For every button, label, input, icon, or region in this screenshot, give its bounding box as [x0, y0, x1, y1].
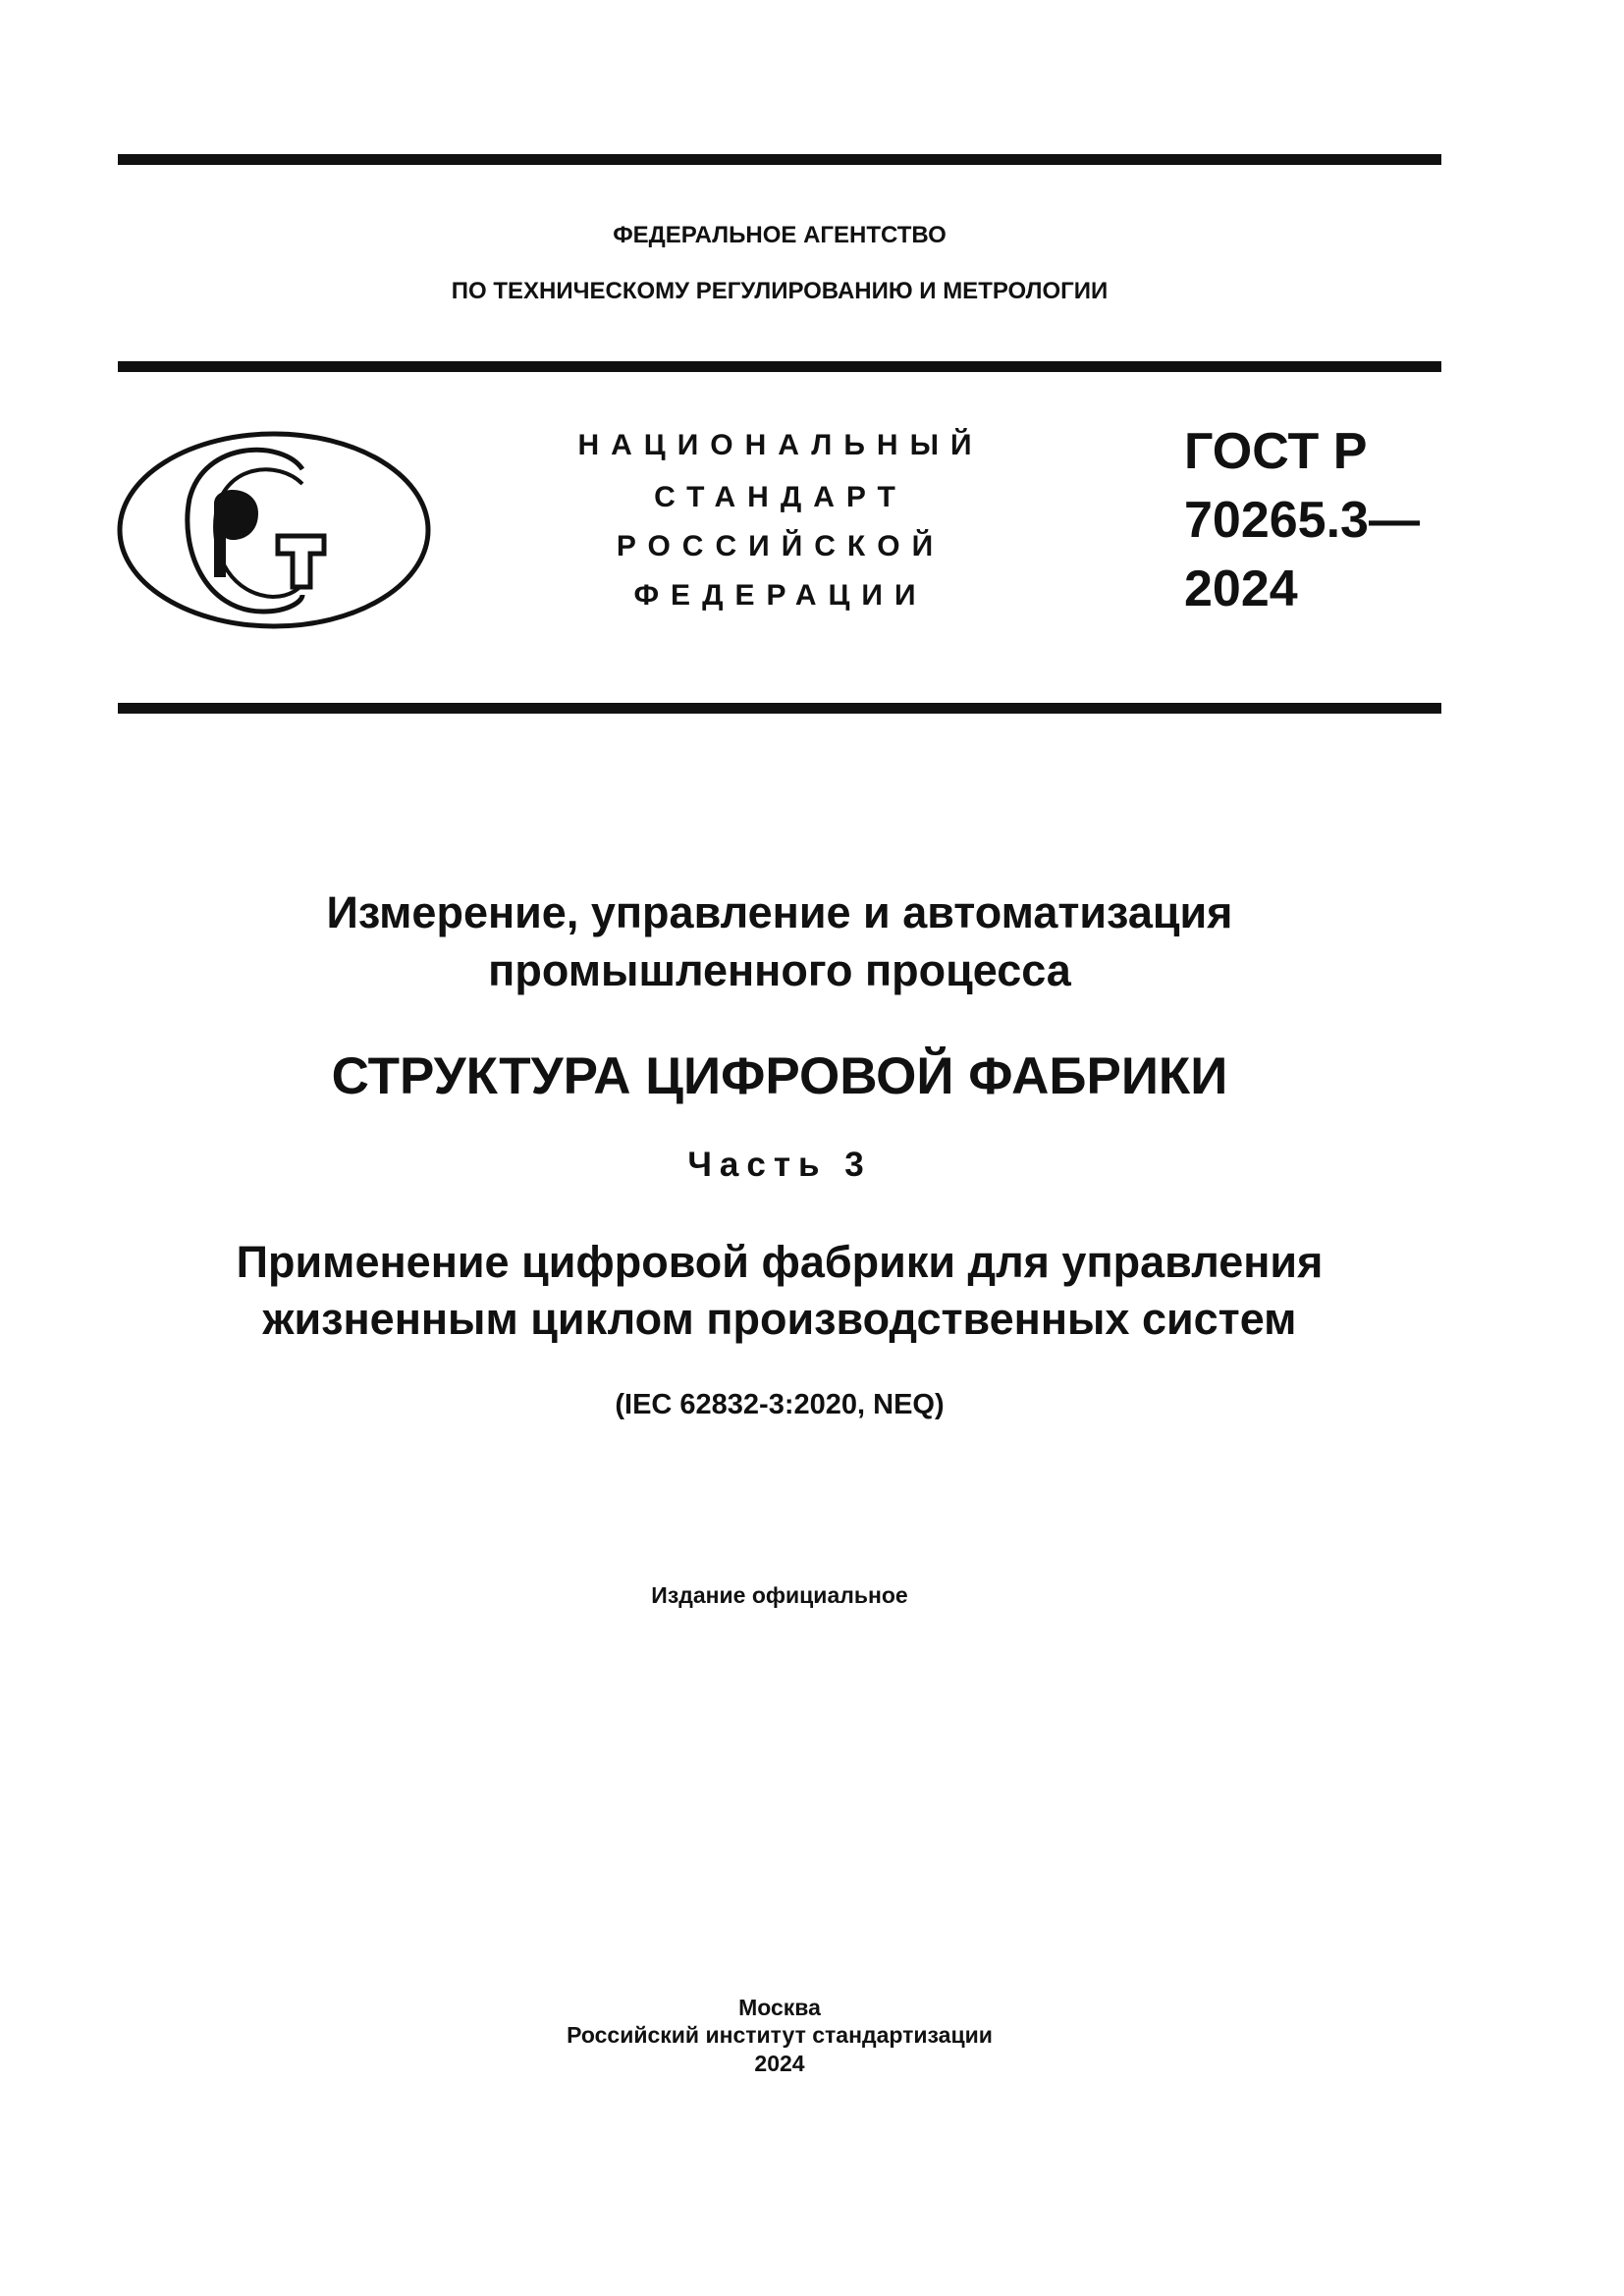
imprint-publisher: Российский институт стандартизации: [567, 2022, 993, 2048]
reference: (IEC 62832-3:2020, NEQ): [615, 1389, 945, 1420]
standard-type-line-4: ФЕДЕРАЦИИ: [633, 579, 928, 612]
agency-line-2: ПО ТЕХНИЧЕСКОМУ РЕГУЛИРОВАНИЮ И МЕТРОЛОГИИ: [451, 278, 1109, 304]
header-rule: [118, 361, 1441, 372]
standard-type-line-1: НАЦИОНАЛЬНЫЙ: [577, 429, 984, 461]
part-title-line-2: жизненным циклом производственных систем: [262, 1294, 1297, 1344]
designation-line-3: 2024: [1184, 561, 1298, 617]
top-rule: [118, 154, 1441, 165]
designation: [1184, 417, 1420, 623]
agency-line-1: ФЕДЕРАЛЬНОЕ АГЕНТСТВО: [613, 222, 947, 248]
part-number: Часть 3: [687, 1146, 872, 1184]
part-title-line-1: Применение цифровой фабрики для управления: [236, 1237, 1324, 1287]
standard-type-line-3: РОССИЙСКОЙ: [616, 530, 946, 562]
general-title-line-2: промышленного процесса: [488, 945, 1071, 995]
designation-line-1: ГОСТ Р: [1184, 423, 1368, 480]
imprint-year: 2024: [754, 2051, 805, 2076]
designation-line-2: 70265.3—: [1184, 492, 1420, 549]
edition: Издание официальное: [651, 1582, 908, 1608]
rst-logo-icon: [116, 430, 432, 630]
imprint-city: Москва: [738, 1995, 821, 2020]
general-title-line-1: Измерение, управление и автоматизация: [326, 887, 1233, 937]
standard-type-line-2: СТАНДАРТ: [654, 481, 907, 513]
main-title: СТРУКТУРА ЦИФРОВОЙ ФАБРИКИ: [331, 1047, 1228, 1105]
header-bottom-rule: [118, 703, 1441, 714]
